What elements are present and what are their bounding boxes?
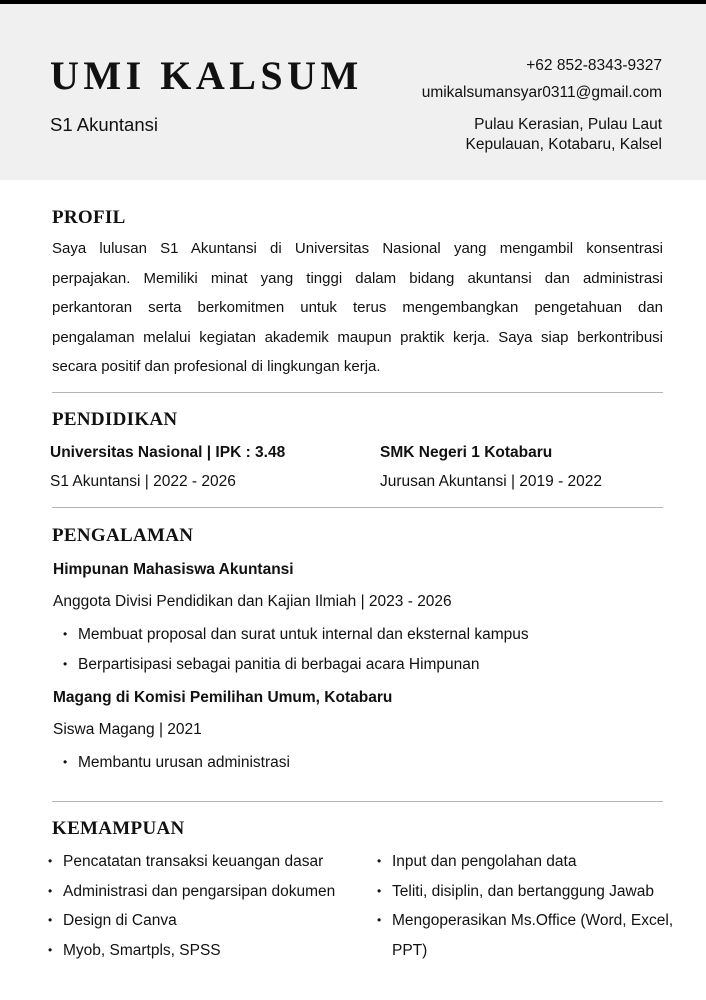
profile-section-title: PROFIL — [52, 207, 126, 228]
experience-role: Siswa Magang | 2021 — [53, 721, 202, 738]
section-divider — [52, 507, 663, 508]
experience-organization: Himpunan Mahasiswa Akuntansi — [53, 561, 294, 578]
list-item: • Administrasi dan pengarsipan dokumen — [46, 877, 366, 907]
list-item: • Myob, Smartpls, SPSS — [46, 936, 366, 966]
list-item: • Teliti, disiplin, dan bertanggung Jawab — [375, 877, 700, 907]
list-item: • Mengoperasikan Ms.Office (Word, Excel, PPT) — [375, 906, 700, 965]
list-item: • Pencatatan transaksi keuangan dasar — [46, 847, 366, 877]
list-item: • Membuat proposal dan surat untuk internal dan eksternal kampus — [61, 620, 529, 650]
education-item — [50, 444, 285, 491]
list-item: • Input dan pengolahan data — [375, 847, 700, 877]
list-item: • Berpartisipasi sebagai panitia di berbagai acara Himpunan — [61, 650, 529, 680]
skills-list-left — [46, 847, 366, 965]
skills-list-right — [375, 847, 700, 965]
education-item — [380, 444, 602, 491]
education-school: Universitas Nasional | IPK : 3.48 — [50, 444, 286, 461]
resume-header — [0, 4, 706, 180]
profile-text: Saya lulusan S1 Akuntansi di Universitas Nasional yang mengambil konsentrasi perpajakan. Memiliki minat yang tinggi dalam bidang akuntansi dan administrasi perkantoran serta berkomitmen untuk terus mengembangkan pengetahuan dan pengalaman melalui kegiatan akademik maupun praktik kerja. Saya siap berkontribusi secara positif dan profesional di lingkungan kerja. — [52, 240, 663, 375]
education-school: SMK Negeri 1 Kotabaru — [380, 444, 553, 461]
section-divider — [52, 392, 663, 393]
education-detail: Jurusan Akuntansi | 2019 - 2022 — [380, 473, 603, 490]
education-section-title: PENDIDIKAN — [52, 409, 178, 430]
address-line-1: Pulau Kerasian, Pulau Laut — [474, 116, 662, 133]
email-address: umikalsumansyar0311@gmail.com — [421, 84, 662, 101]
list-item: • Membantu urusan administrasi — [61, 748, 290, 778]
experience-organization: Magang di Komisi Pemilihan Umum, Kotabaru — [53, 689, 393, 706]
candidate-degree: S1 Akuntansi — [50, 114, 158, 135]
education-detail: S1 Akuntansi | 2022 - 2026 — [50, 473, 236, 490]
section-divider — [52, 801, 663, 802]
experience-section-title: PENGALAMAN — [52, 525, 194, 546]
experience-bullets — [61, 620, 529, 679]
list-item: • Design di Canva — [46, 906, 366, 936]
experience-role: Anggota Divisi Pendidikan dan Kajian Ilmiah | 2023 - 2026 — [53, 593, 452, 610]
candidate-name: UMI KALSUM — [50, 53, 363, 98]
skills-section-title: KEMAMPUAN — [52, 818, 185, 839]
phone-number: +62 852-8343-9327 — [526, 57, 662, 74]
address-line-2: Kepulauan, Kotabaru, Kalsel — [465, 136, 662, 153]
experience-bullets — [61, 748, 290, 778]
